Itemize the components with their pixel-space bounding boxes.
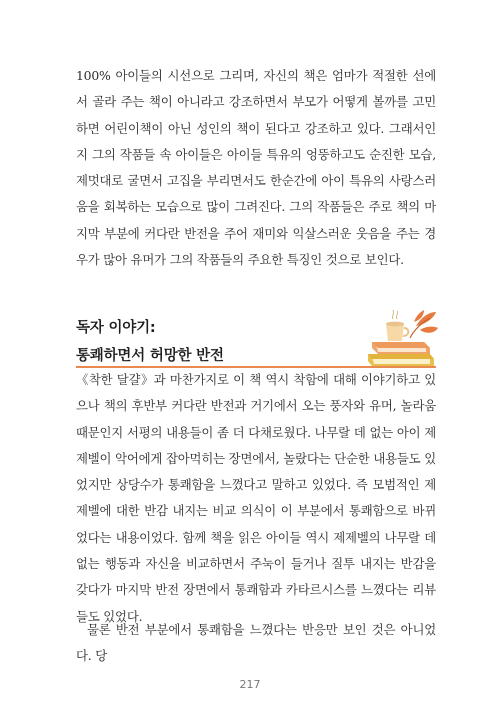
page-number: 217 <box>239 678 261 691</box>
books-and-coffee-cup-icon <box>364 308 440 370</box>
body-paragraph-1: 100% 아이들의 시선으로 그리며, 자신의 책은 엄마가 적절한 선에서 골라 주는 책이 아니라고 강조하면서 부모가 어떻게 볼까를 고민하면 어린이책이 아닌 성인의 책이 된다고 강조하고 있다. 그래서인지 그의 작품들 속 아이들은 아이들 특유의 엉뚱하고도 순진한 모습, 제멋대로 굴면서 고집을 부리면서도 한순간에 아이 특유의 사랑스러움을 회복하는 모습으로 많이 그려진다. 그의 작품들은 주로 책의 마지막 부분에 커다란 반전을 주어 재미와 익살스러운 웃음을 주는 경우가 많아 유머가 그의 작품들의 주요한 특징인 것으로 보인다. <box>76 68 436 268</box>
body-paragraph-3: 물론 반전 부분에서 통쾌함을 느꼈다는 반응만 보인 것은 아니었다. 당 <box>76 622 436 664</box>
section-heading-line-1: 독자 이야기: <box>76 320 156 336</box>
section-heading-line-2: 통쾌하면서 허망한 반전 <box>76 348 224 364</box>
body-paragraph-2: 《착한 달걀》과 마찬가지로 이 책 역시 착함에 대해 이야기하고 있으나 책의 후반부 커다란 반전과 거기에서 오는 풍자와 유머, 놀라움 때문인지 서평의 내용들이 좀 더 다채로웠다. 나무랄 데 없는 아이 제제벨이 악어에게 잡아먹히는 장면에서, 놀랐다는 단순한 내용들도 있었지만 상당수가 통쾌함을 느꼈다고 말하고 있었다. 즉 모범적인 제제벨에 대한 반감 내지는 비교 의식이 이 부분에서 통쾌함으로 바뀌었다는 내용이었다. 함께 책을 읽은 아이들 역시 제제벨의 나무랄 데 없는 행동과 자신을 비교하면서 주눅이 들거나 질투 내지는 반감을 갖다가 마지막 반전 장면에서 통쾌함과 카타르시스를 느꼈다는 리뷰들도 있었다. <box>76 372 436 624</box>
